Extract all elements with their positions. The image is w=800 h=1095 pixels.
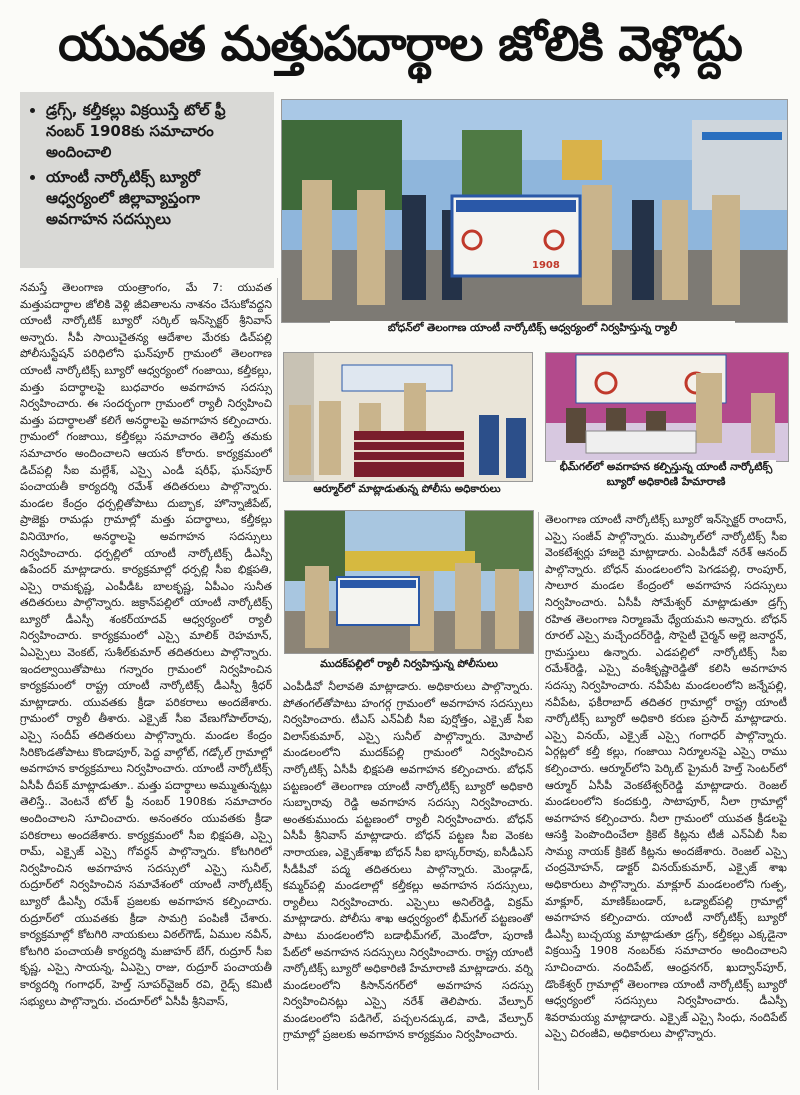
article-column-1 bbox=[20, 280, 272, 1090]
bullet-item: • యాంటీ నార్కోటిక్స్‌ బ్యూరో ఆధ్వర్యంలో జిల్లావ్యాప్తంగా అవగాహన సదస్సులు bbox=[46, 167, 264, 230]
caption-photo2: ఆర్మూర్‌లో మాట్లాడుతున్న పోలీసు అధికారులు bbox=[283, 482, 531, 497]
photo-mudakpalli bbox=[284, 510, 534, 654]
article-column-2 bbox=[283, 679, 533, 1089]
caption-photo1: బోధన్‌లో తెలంగాణ యాంటీ నార్కోటిక్స్‌ ఆధ్వర్యంలో నిర్వహిస్తున్న ర్యాలీ bbox=[330, 321, 735, 336]
photo-rally-bodhan bbox=[281, 99, 788, 323]
banner-number: 1908 bbox=[532, 260, 560, 271]
photo-armoor bbox=[283, 352, 533, 482]
article-text: తెలంగాణ యాంటీ నార్కోటిక్స్‌ బ్యూరో ఇన్‌స్పెక్టర్‌ రాందాస్‌, ఎస్సై సంజీవ్‌ పాల్గొన్నారు. ముప్కాల్‌లో నార్కోటిక్స్‌ సీఐ వెంకటేశ్వర్లు హాజరై మాట్లాడారు. ఎంపీడీవో నరేశ్‌ ఆనంద్‌ పాల్గొన్నారు. బోధన్‌ మండలంలోని పెగడపల్లి, రాంపూర్‌, సాలూర మండల కేంద్రంలో అవగాహన సదస్సులు నిర్వహించారు. ఏసీపీ సోమేశ్వర్‌ మాట్లాడుతూ డ్రగ్స్‌ రహిత తెలంగాణ నిర్మాణమే ధ్యేయమని అన్నారు. బోధన్‌ రూరల్‌ ఎస్సై మచ్చేందర్‌రెడ్డి, సొసైటీ చైర్మన్‌ అల్లె జనార్దన్‌, గ్రామస్తులు ఉన్నారు. ఎడపల్లిలో నార్కోటిక్స్‌ సీఐ రమేశ్‌రెడ్డి, ఎస్సై వంశీకృష్ణారెడ్డితో కలిసి అవగాహన సదస్సు నిర్వహించారు. నవీపేట మండలంలోని జన్నేపల్లి, నవీపేట, ఫకీరాబాద్‌ తదితర గ్రామాల్లో రాష్ట్ర యాంటీ నార్కోటిక్స్‌ బ్యూరో అధికారి కరుణ ప్రసాద్‌ మాట్లాడారు. ఎస్సై వినయ్‌, ఎక్సైజ్‌ ఎస్సై గంగాధర్‌ పాల్గొన్నారు. ఏర్గట్లలో కల్తీ కల్లు, గంజాయి నిర్మూలనపై ఎస్సై రాము కల్పించారు. ఆర్మూర్‌లోని పెర్కిట్‌ ప్రైమరీ హెల్త్‌ సెంటర్‌లో ఆర్మూర్‌ ఏసీపీ వెంకటేశ్వర్‌రెడ్డి మాట్లాడారు. రెంజల్‌ మండలంలోని కందకుర్తి, సాటాపూర్‌, నీలా గ్రామాల్లో అవగాహన కల్పించారు. నీలా గ్రామంలో యువత క్రీడలపై ఆసక్తి పెంపొందించేలా క్రికెట్‌ కిట్లను టీజీ ఎన్‌ఏబీ సీఐ సామ్య నాయక్‌ క్రికెట్‌ కిట్లను అందజేశారు. రెంజల్‌ ఎస్సై చంద్రమోహన్‌, డాక్టర్‌ వినయ్‌కుమార్‌, ఎక్సైజ్‌ శాఖ అధికారులు పాల్గొన్నారు. మాక్లూర్‌ మండలంలోని గుత్ప, మాక్లూర్‌, మాణిక్‌బండార్‌, ఒడ్యాట్‌పల్లి గ్రామాల్లో అవగాహన కల్పించారు. యాంటీ నార్కోటిక్స్‌ బ్యూరో డీఎస్పీ బుచ్చయ్య మాట్లాడుతూ డ్రగ్స్‌, కల్తీకల్లు ఎక్కడైనా విక్రయిస్తే 1908 నంబర్‌కు సమాచారం అందించాలని సూచించారు. నందిపేట్‌, ఆంధ్రనగర్‌, ఖుద్వాన్‌పూర్‌, డొంకేశ్వర్‌ గ్రామాల్లో తెలంగాణ యాంటీ నార్కోటిక్స్‌ బ్యూరో ఆధ్వర్యంలో సదస్సులు నిర్వహించారు. డీఎస్పీ శివరామయ్య మాట్లాడారు. ఎక్సైజ్‌ ఎస్సై సింధు, నందిపేట్‌ ఎస్సై చిరంజీవి, అధికారులు పాల్గొన్నారు. bbox=[545, 513, 787, 1041]
caption-photo4: ముదక్‌పల్లిలో ర్యాలీ నిర్వహిస్తున్న పోలీసులు bbox=[295, 657, 523, 672]
article-text: ఎంపీడీవో నీలావతి మాట్లాడారు. అధికారులు పాల్గొన్నారు. పోతంగల్‌తోపాటు హంగర్గ గ్రామంలో అవగాహన సదస్సులు నిర్వహించారు. టీఎస్‌ ఎన్‌ఏబీ సీఐ పుర్షోత్తం, ఎక్సైజ్‌ సీఐ విలాస్‌కుమార్‌, ఎస్సై సునీల్‌ పాల్గొన్నారు. మోపాల్‌ మండలంలోని ముదక్‌పల్లి గ్రామంలో నిర్వహించిన నార్కోటిక్స్‌ ఏసీపీ భిక్షపతి అవగాహన కల్పించారు. బోధన్‌ పట్టణంలో తెలంగాణ యాంటీ నార్కోటిక్స్‌ బ్యూరో అధికారి సుబ్బారావు రెడ్డి అవగాహన సదస్సు నిర్వహించారు. అంతకుముందు పట్టణంలో ర్యాలీ నిర్వహించారు. బోధన్‌ ఏసీపీ శ్రీనివాస్‌ మాట్లాడారు. బోధన్‌ పట్టణ సీఐ వెంకట నారాయణ, ఎక్సైజ్‌శాఖ బోధన్‌ సీఐ భాస్కర్‌రావు, ఐసీడీఎస్‌ సీడీపీవో పద్మ తదితరులు పాల్గొన్నారు. మెండ్గాడ్‌, కమ్మర్‌పల్లి మండలాల్లో కల్తీకల్లు అవగాహన సదస్సులు, ర్యాలీలు నిర్వహించారు. ఎస్సైలు అనిల్‌రెడ్డి, విక్రమ్‌ మాట్లాడారు. పోలీసు శాఖ ఆధ్వర్యంలో భీమ్‌గల్‌ పట్టణంతో పాటు మండలంలోని బడాభీమ్‌గల్‌, మెండోరా, పురాణీ పేట్‌లో అవగాహన సదస్సులు నిర్వహించారు. రాష్ట్ర యాంటీ నార్కోటిక్స్‌ బ్యూరో అధికారిణి హేమారాణి మాట్లాడారు. వర్ని మండలంలోని కిసాన్‌నగర్‌లో అవగాహన సదస్సు నిర్వహించినట్లు ఎస్సై నరేశ్‌ తెలిపారు. వేల్పూర్‌ మండలంలోని పడిగెల్‌, పచ్చలనడ్కుడ, వాడి, వేల్పూర్‌ గ్రామాల్లో ప్రజలకు అవగాహన కార్యక్రమం నిర్వహించారు. bbox=[283, 680, 533, 1042]
bullet-item: • డ్రగ్స్‌, కల్తీకల్లు విక్రయిస్తే టోల్‌ ఫ్రీ నంబర్‌ 1908కు సమాచారం అందించాలి bbox=[46, 100, 264, 163]
photo-bheemgal bbox=[545, 352, 789, 462]
highlight-box bbox=[20, 92, 274, 268]
article-column-3 bbox=[545, 512, 787, 1090]
headline: యువత మత్తుపదార్థాల జోలికి వెళ్లొద్దు bbox=[58, 16, 742, 72]
caption-photo3: భీమ్‌గల్‌లో అవగాహన కల్పిస్తున్న యాంటీ నార్కోటిక్స్‌ బ్యూరో అధికారిణి హేమారాణి bbox=[556, 460, 776, 490]
article-text: నమస్తే తెలంగాణ యంత్రాంగం, మే 7: యువత మత్తుపదార్థాల జోలికి వెళ్లి జీవితాలను నాశనం చేసుకోవద్దని యాంటీ నార్కోటిక్‌ బ్యూరో సర్కిల్‌ ఇన్‌స్పెక్టర్‌ శ్రీనివాస్‌ అన్నారు. సీపీ సాయిచైతన్య ఆదేశాల మేరకు డిచ్‌పల్లి పోలీసుస్టేషన్‌ పరిధిలోని ఘన్‌పూర్‌ గ్రామంలో తెలంగాణ యాంటీ నార్కోటిక్స్‌ బ్యూరో ఆధ్వర్యంలో గంజాయి, కల్తీకల్లు, మత్తు పదార్థాలపై బుధవారం అవగాహన సదస్సు నిర్వహించారు. ఈ సందర్భంగా గ్రామంలో ర్యాలీ నిర్వహించి మత్తు పదార్థాలతో కలిగే అనర్థాలపై అవగాహన కల్పించారు. గ్రామంలో గంజాయి, కల్తీకల్లు సమాచారం తెలిస్తే తమకు సమాచారం అందించాలని ఆయన కోరారు. కార్యక్రమంలో డిచ్‌పల్లి సీఐ మల్లేశ్‌, ఎస్సై ఎండీ షరీఫ్‌, ఘన్‌పూర్‌ పంచాయతీ కార్యదర్శి రమేశ్‌ తదితరులు పాల్గొన్నారు. మండల కేంద్రం ధర్పల్లితోపాటు దుబ్బాక, హొన్నాజీపేట్‌, ప్రాజెక్టు రామడ్గు గ్రామాల్లో మత్తు పదార్థాలు, కల్తీకల్లు వినియోగం, అనర్థాలపై అవగాహన సదస్సులు నిర్వహించారు. ధర్పల్లిలో యాంటీ నార్కోటిక్స్‌ డీఎస్పీ ఉపేందర్‌ మాట్లాడారు. కార్యక్రమాల్లో ధర్పల్లి సీఐ భిక్షపతి, ఎస్సై రామకృష్ణ, ఎంపీడీఓ బాలకృష్ణ, ఏపీఎం సునీత తదితరులు పాల్గొన్నారు. జక్రాన్‌పల్లిలో యాంటీ నార్కోటిక్స్‌ బ్యూరో డీఎస్పీ శంకర్‌యాదవ్‌ ఆధ్వర్యంలో ర్యాలీ నిర్వహించారు. కార్యక్రమంలో ఎస్సై మాలిక్‌ రెహమాన్‌, ఏఎస్సైలు వెంకట్‌, సుశీల్‌కుమార్‌ తదితరులు పాల్గొన్నారు. ఇందల్వాయితోపాటు గన్నారం గ్రామంలో నిర్వహించిన కార్యక్రమంలో రాష్ట్ర యాంటీ నార్కోటిక్స్‌ డీఎస్పీ శ్రీధర్‌ మాట్లాడారు. యువతకు క్రీడా పరికరాలు అందజేశారు. గ్రామంలో ర్యాలీ తీశారు. ఎక్సైజ్‌ సీఐ వేణుగోపాల్‌రావు, ఎస్సై సందీప్‌ తదితరులు పాల్గొన్నారు. మండల కేంద్రం సిరికొండతోపాటు కొండాపూర్‌, పెద్ద వాల్గోట్‌, గడ్కోల్‌ గ్రామాల్లో అవగాహన కార్యక్రమాలు నిర్వహించారు. యాంటీ నార్కోటిక్స్‌ ఏసీపీ దీపక్‌ మాట్లాడుతూ.. మత్తు పదార్థాలు అమ్ముతున్నట్లు తెలిస్తే.. వెంటనే టోల్‌ ఫ్రీ నంబర్‌ 1908కు సమాచారం అందించాలని సూచించారు. అనంతరం యువతకు క్రీడా పరికరాలు అందజేశారు. కార్యక్రమంలో సీఐ భిక్షపతి, ఎస్సై రామ్‌, ఎక్సైజ్‌ ఎస్సై గోవర్ధన్‌ పాల్గొన్నారు. కోటగిరిలో నిర్వహించిన అవగాహన సదస్సులో ఎస్సై సునీల్‌, రుద్రూర్‌లో నిర్వహించిన సమావేశంలో యాంటీ నార్కోటిక్స్‌ బ్యూరో డీఎస్పీ రమేశ్‌ ప్రజలకు అవగాహన కల్పించారు. రుద్రూర్‌లో యువతకు క్రీడా సామగ్రి పంపిణీ చేశారు. కార్యక్రమాల్లో కోటగిరి నాయకులు విఠల్‌గౌడ్‌, ఏముల నవీన్‌, కోటగిరి పంచాయతీ కార్యదర్శి మజాహర్‌ బేగ్‌, రుద్రూర్‌ సీఐ కృష్ణ, ఎస్సై సాయన్న, ఏఎస్సై రాజు, రుద్రూర్‌ పంచాయతీ కార్యదర్శి గంగాధర్‌, హెల్త్‌ సూపర్‌వైజర్‌ రవి, రైడ్స్‌ కమిటీ సభ్యులు పాల్గొన్నారు. చందూర్‌లో ఏసీపీ శ్రీనివాస్‌, bbox=[20, 281, 272, 1008]
